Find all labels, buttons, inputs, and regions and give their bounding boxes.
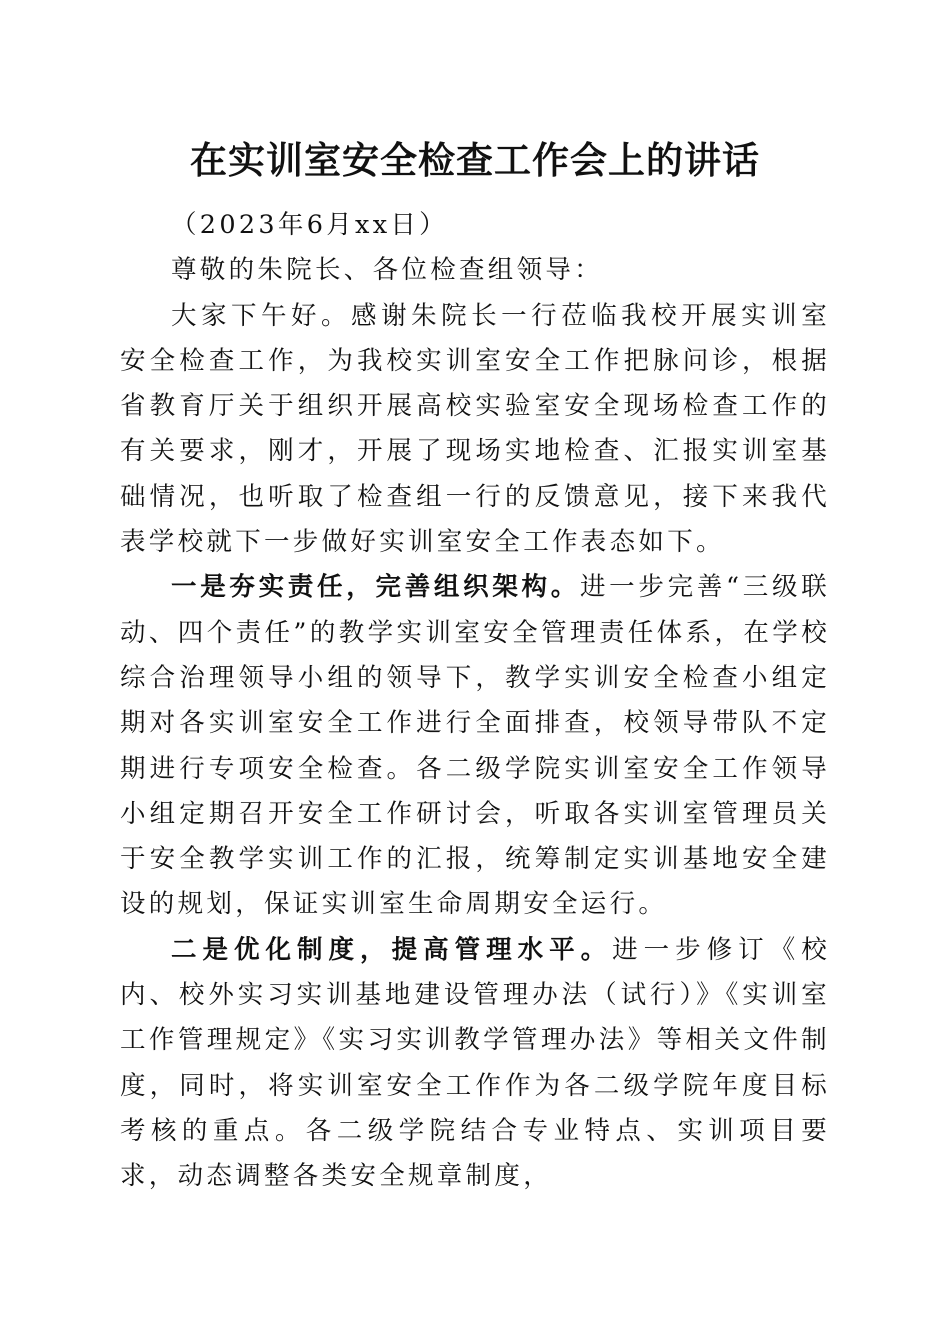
point-two-heading: 二是优化制度，提高管理水平。: [171, 934, 613, 965]
document-title: 在实训室安全检查工作会上的讲话: [190, 138, 760, 182]
point-one-paragraph: [120, 565, 830, 927]
intro-paragraph: 大家下午好。感谢朱院长一行莅临我校开展实训室安全检查工作，为我校实训室安全工作把脉问诊，根据省教育厅关于组织开展高校实验室安全现场检查工作的有关要求，刚才，开展了现场实地检查、汇报实训室基础情况，也听取了检查组一行的反馈意见，接下来我代表学校就下一步做好实训室安全工作表态如下。: [120, 300, 830, 558]
point-one-body: 进一步完善“三级联动、四个责任”的教学实训室安全管理责任体系，在学校综合治理领导小组的领导下，教学实训安全检查小组定期对各实训室安全工作进行全面排查，校领导带队不定期进行专项安全检查。各二级学院实训室安全工作领导小组定期召开安全工作研讨会，听取各实训室管理员关于安全教学实训工作的汇报，统筹制定实训基地安全建设的规划，保证实训室生命周期安全运行。: [120, 572, 830, 920]
document-body: [120, 203, 830, 1200]
point-two-body: 进一步修订《校内、校外实习实训基地建设管理办法（试行）》《实训室工作管理规定》《实习实训教学管理办法》等相关文件制度，同时，将实训室安全工作作为各二级学院年度目标考核的重点。各二级学院结合专业特点、实训项目要求，动态调整各类安全规章制度，: [120, 934, 830, 1192]
point-one-heading: 一是夯实责任，完善组织架构。: [171, 572, 580, 603]
date-line: （2023年6月xx日）: [171, 210, 448, 240]
salutation: 尊敬的朱院长、各位检查组领导：: [171, 255, 604, 286]
point-two-paragraph: [120, 928, 830, 1200]
